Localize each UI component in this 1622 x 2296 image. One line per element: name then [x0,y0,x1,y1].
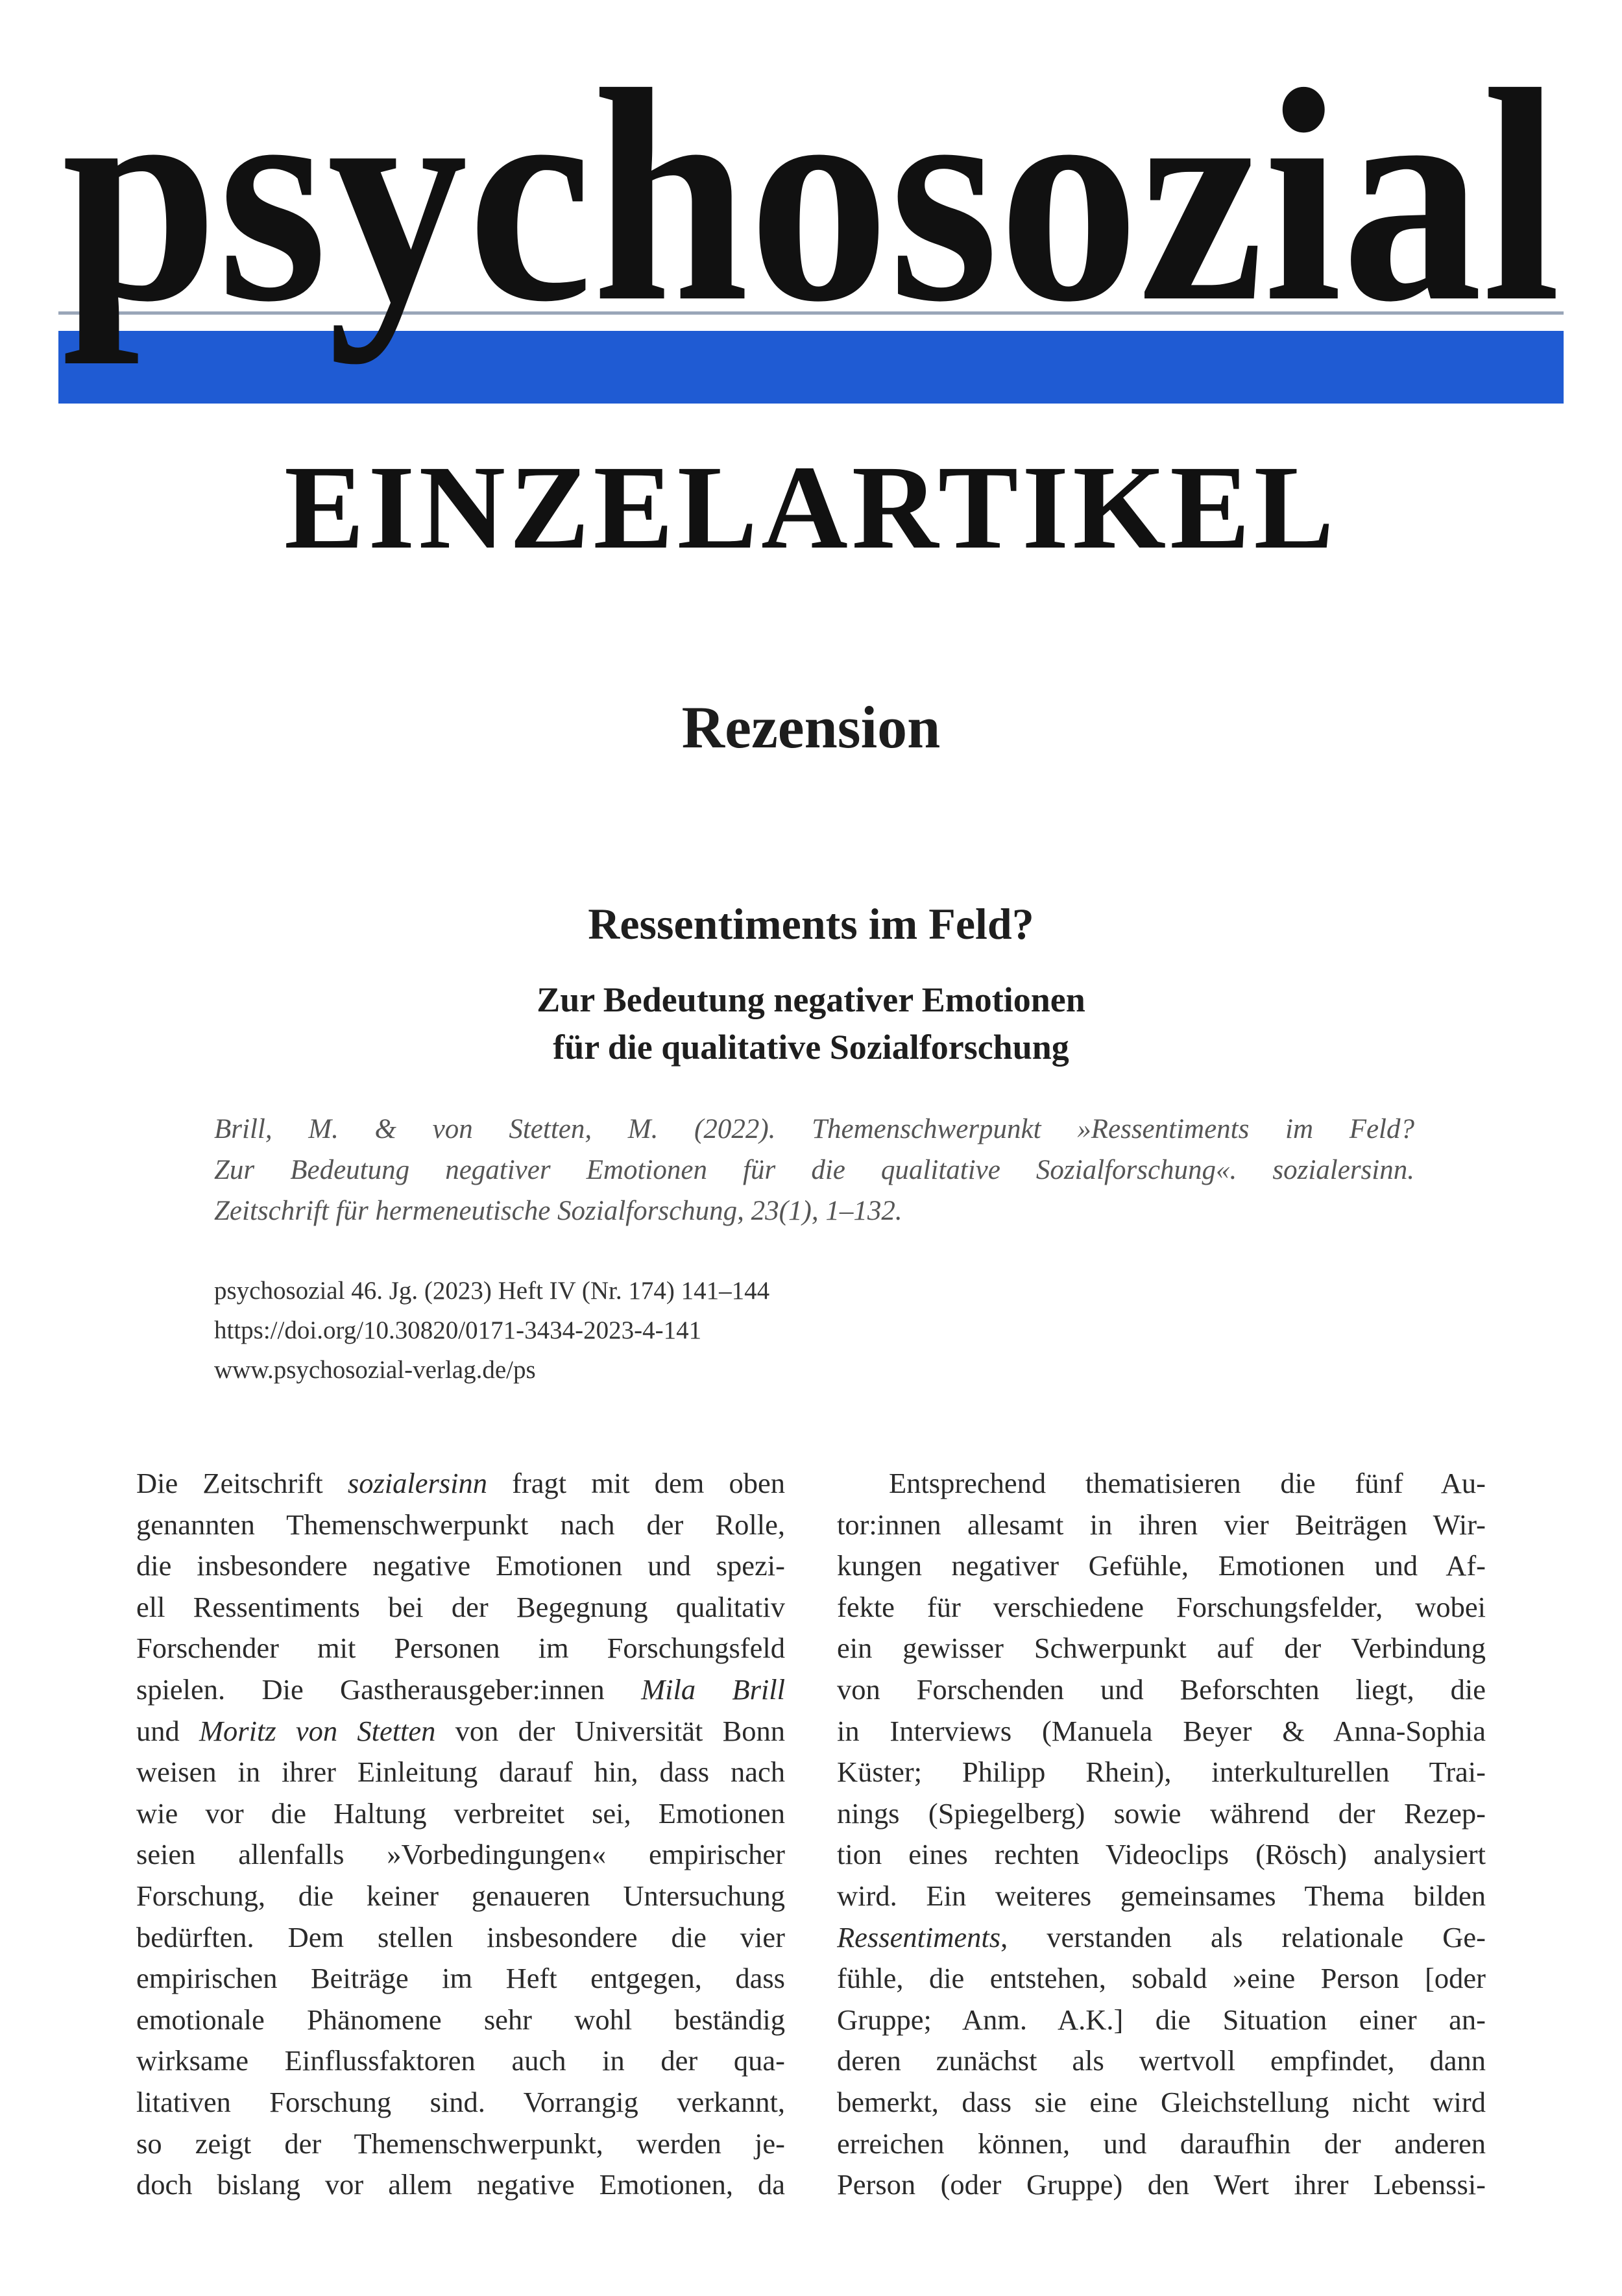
body-line: erreichen können, und daraufhin der anderen [837,2127,1486,2160]
body-line: von Forschenden und Beforschten liegt, die [837,1673,1486,1706]
body-line: fekte für verschiedene Forschungsfelder, wobei [837,1590,1486,1623]
subtitle-line: für die qualitative Sozialforschung [553,1028,1069,1067]
body-line: tion eines rechten Videoclips (Rösch) analysiert [837,1838,1486,1871]
italic-text: Mila Brill [641,1673,785,1706]
body-line: und Moritz von Stetten von der Universität Bonn [136,1714,785,1747]
body-line: Forschung, die keiner genaueren Untersuchung [136,1879,785,1912]
body-line: fühle, die entstehen, sobald »eine Person [oder [837,1962,1486,1995]
article-type-label: EINZELARTIKEL [284,441,1338,574]
publisher-website[interactable]: www.psychosozial-verlag.de/ps [214,1355,536,1384]
body-line: kungen negativer Gefühle, Emotionen und Af- [837,1549,1486,1582]
body-line: wie vor die Haltung verbreitet sei, Emotionen [136,1796,785,1830]
citation-line: Zeitschrift für hermeneutische Sozialforschung, 23(1), 1–132. [214,1195,902,1226]
body-line: Gruppe; Anm. A.K.] die Situation einer an- [837,2003,1486,2036]
logo-wordmark: psychosozial [62,27,1560,365]
body-line: Küster; Philipp Rhein), interkulturellen Trai- [837,1756,1486,1789]
section-label: Rezension [681,694,941,760]
citation-line: Brill, M. & von Stetten, M. (2022). Themenschwerpunkt »Ressentiments im Feld? [214,1114,1414,1144]
body-line: Person (oder Gruppe) den Wert ihrer Lebenssi- [837,2168,1486,2201]
body-line: ell Ressentiments bei der Begegnung qualitativ [136,1590,785,1623]
body-line: doch bislang vor allem negative Emotionen, da [136,2168,785,2201]
body-line: wird. Ein weiteres gemeinsames Thema bilden [837,1879,1486,1912]
body-line: genannten Themenschwerpunkt nach der Rolle, [136,1508,785,1541]
body-line: seien allenfalls »Vorbedingungen« empirischer [136,1838,785,1871]
journal-issue: psychosozial 46. Jg. (2023) Heft IV (Nr. 174) 141–144 [214,1277,770,1305]
article-body [136,1463,1486,2274]
body-line: tor:innen allesamt in ihren vier Beiträgen Wir- [837,1508,1486,1541]
italic-text: sozialersinn [347,1467,487,1499]
psychosozial-logo [58,26,1564,415]
publication-info [214,1272,1414,1390]
body-line: Entsprechend thematisieren die fünf Au- [889,1467,1486,1499]
body-line: bemerkt, dass sie eine Gleichstellung nicht wird [837,2085,1486,2118]
body-line: bedürften. Dem stellen insbesondere die vier [136,1920,785,1953]
body-line: ein gewisser Schwerpunkt auf der Verbindung [837,1632,1486,1665]
reviewed-work-citation [214,1109,1414,1231]
body-line: nings (Spiegelberg) sowie während der Rezep- [837,1796,1486,1830]
masthead [58,26,1564,415]
body-line: spielen. Die Gastherausgeber:innen Mila Brill [136,1673,785,1706]
body-line: empirischen Beiträge im Heft entgegen, dass [136,1962,785,1995]
italic-text: Moritz von Stetten [199,1714,436,1747]
body-line: weisen in ihrer Einleitung darauf hin, dass nach [136,1756,785,1789]
body-line: Ressentiments, verstanden als relationale Ge- [837,1920,1486,1953]
body-line: so zeigt der Themenschwerpunkt, werden je- [136,2127,785,2160]
body-line: Die Zeitschrift sozialersinn fragt mit dem oben [136,1467,785,1499]
body-line: die insbesondere negative Emotionen und spezi- [136,1549,785,1582]
doi-link[interactable]: https://doi.org/10.30820/0171-3434-2023-4-141 [214,1316,702,1344]
body-line: in Interviews (Manuela Beyer & Anna-Sophia [837,1714,1486,1747]
body-line: litativen Forschung sind. Vorrangig verkannt, [136,2085,785,2118]
body-line: wirksame Einflussfaktoren auch in der qua- [136,2044,785,2077]
citation-line: Zur Bedeutung negativer Emotionen für die qualitative Sozialforschung«. sozialersinn. [214,1154,1414,1185]
article-subtitle [0,976,1622,1072]
body-column-left [136,1463,785,2206]
body-column-right [837,1463,1486,2206]
article-title: Ressentiments im Feld? [588,899,1034,949]
body-line: Forschender mit Personen im Forschungsfeld [136,1632,785,1665]
body-line: emotionale Phänomene sehr wohl beständig [136,2003,785,2036]
body-line: deren zunächst als wertvoll empfindet, dann [837,2044,1486,2077]
subtitle-line: Zur Bedeutung negativer Emotionen [537,980,1085,1019]
italic-text: Ressentiments [837,1920,1001,1953]
